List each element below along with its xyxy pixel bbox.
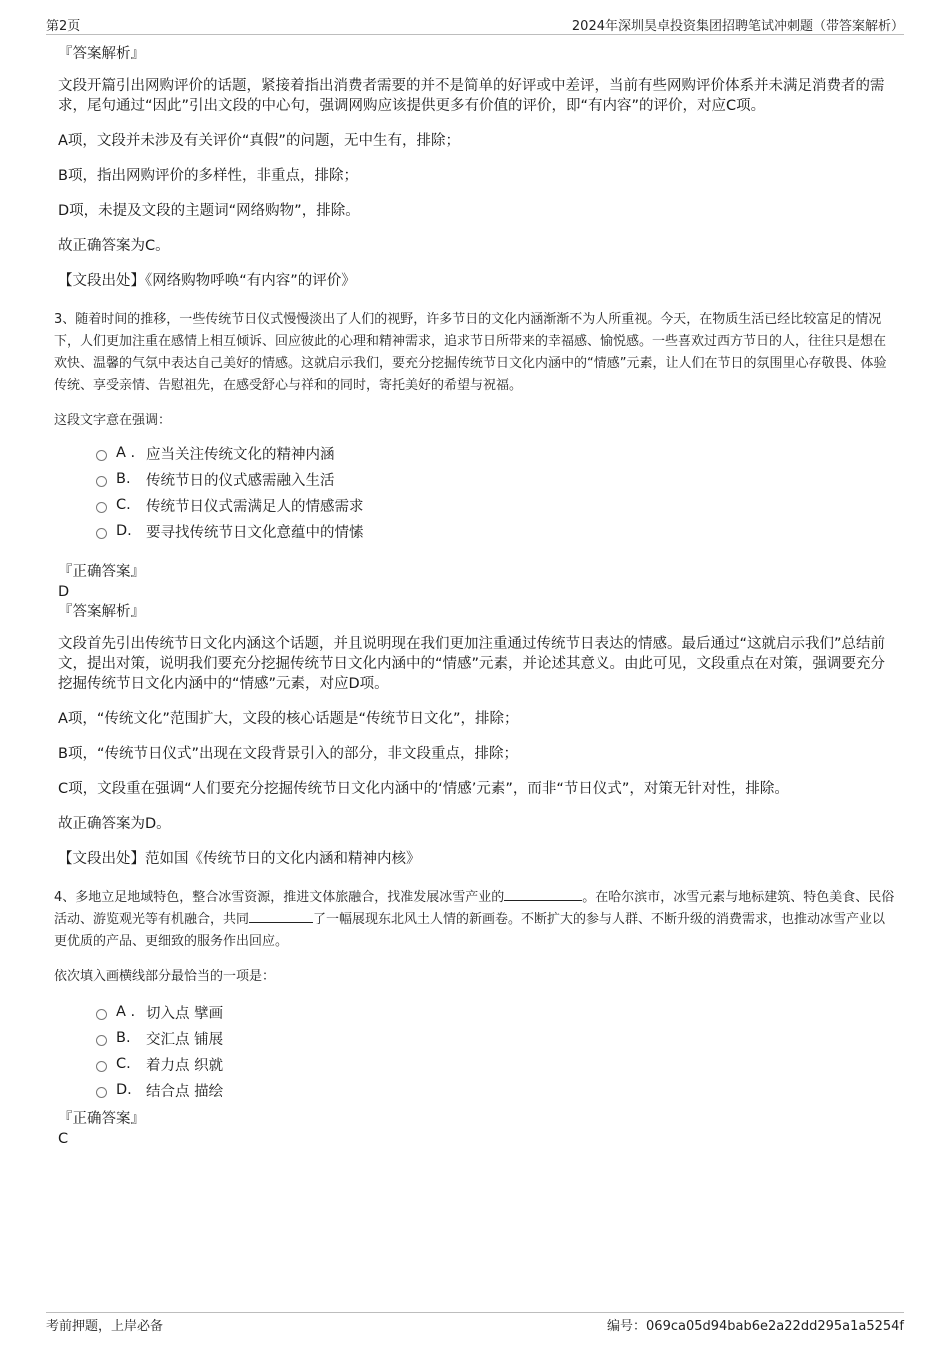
- footer-slogan: 考前押题，上岸必备: [46, 1319, 164, 1334]
- option-text: 结合点 描绘: [146, 1083, 224, 1100]
- analysis-conclusion: 故正确答案为D。: [58, 816, 171, 832]
- question-4-text: [54, 887, 898, 953]
- option-letter: B.: [116, 471, 131, 487]
- option-text: 着力点 织就: [146, 1057, 224, 1074]
- question-4-options: [58, 999, 898, 1103]
- radio-button-icon[interactable]: [96, 502, 107, 513]
- option-text: 要寻找传统节日文化意蕴中的情愫: [146, 524, 364, 541]
- analysis-label: 『答案解析』: [58, 604, 145, 620]
- option-letter: D.: [116, 1082, 132, 1098]
- fill-blank-2: [249, 910, 313, 923]
- page-header: [46, 14, 904, 35]
- correct-answer-label: 『正确答案』: [58, 1111, 145, 1127]
- option-b[interactable]: [58, 466, 898, 492]
- option-text: 交汇点 铺展: [146, 1031, 224, 1048]
- option-letter: D.: [116, 523, 132, 539]
- option-text: 传统节日仪式需满足人的情感需求: [146, 498, 364, 515]
- option-letter: A .: [116, 1004, 136, 1020]
- option-c[interactable]: [58, 492, 898, 518]
- radio-button-icon[interactable]: [96, 1035, 107, 1046]
- radio-button-icon[interactable]: [96, 1061, 107, 1072]
- analysis-label: 『答案解析』: [58, 46, 145, 62]
- correct-answer: C: [58, 1131, 69, 1147]
- question-4-text-part2: 。在哈尔滨市，冰雪元素与地标建筑、特色美食、民俗活动、游览观光等有机融合，共同: [54, 890, 895, 927]
- radio-button-icon[interactable]: [96, 450, 107, 461]
- question-3-text: 3、随着时间的推移，一些传统节日仪式慢慢淡出了人们的视野，许多节日的文化内涵渐渐不为人所重视。今天，在物质生活已经比较富足的情况下，人们更加注重在感情上相互倾诉、回应彼此的心理和精神需求，追求节日所带来的幸福感、愉悦感。一些喜欢过西方节日的人，往往只是想在欢快、温馨的气氛中表达自己美好的情感。这就启示我们，要充分挖掘传统节日文化内涵中的“情感”元素，让人们在节日的氛围里心存敬畏、体验传统、享受亲情、告慰祖先，在感受舒心与祥和的同时，寄托美好的希望与祝福。: [54, 312, 887, 393]
- analysis-option-a: A项，文段并未涉及有关评价“真假”的问题，无中生有，排除；: [58, 133, 460, 149]
- radio-button-icon[interactable]: [96, 1009, 107, 1020]
- option-letter: C.: [116, 1056, 131, 1072]
- page-number: 第2页: [46, 19, 81, 34]
- radio-button-icon[interactable]: [96, 476, 107, 487]
- option-text: 应当关注传统文化的精神内涵: [146, 446, 335, 463]
- page-content: [54, 44, 898, 1149]
- option-a[interactable]: [58, 440, 898, 466]
- option-d[interactable]: [58, 1077, 898, 1103]
- analysis-text: 文段开篇引出网购评价的话题，紧接着指出消费者需要的并不是简单的好评或中差评，当前有些网购评价体系并未满足消费者的需求，尾句通过“因此”引出文段的中心句，强调网购应该提供更多有价值的评价，即“有内容”的评价，对应C项。: [58, 78, 885, 114]
- option-text: 传统节日的仪式感需融入生活: [146, 472, 335, 489]
- question-3-options: [58, 440, 898, 544]
- passage-source: 【文段出处】《网络购物呼唤“有内容”的评价》: [58, 273, 356, 289]
- document-title: 2024年深圳昊卓投资集团招聘笔试冲刺题（带答案解析）: [571, 19, 904, 34]
- option-letter: A .: [116, 445, 136, 461]
- question-4-text-part3: 了一幅展现东北风土人情的新画卷。不断扩大的参与人群、不断升级的消费需求，也推动冰雪产业以更优质的产品、更细致的服务作出回应。: [54, 912, 886, 949]
- option-letter: C.: [116, 497, 131, 513]
- option-letter: B.: [116, 1030, 131, 1046]
- option-d[interactable]: [58, 518, 898, 544]
- radio-button-icon[interactable]: [96, 528, 107, 539]
- correct-answer-label: 『正确答案』: [58, 564, 145, 580]
- page-footer: [46, 1312, 904, 1335]
- option-b[interactable]: [58, 1025, 898, 1051]
- passage-source: 【文段出处】范如国《传统节日的文化内涵和精神内核》: [58, 851, 421, 867]
- analysis-conclusion: 故正确答案为C。: [58, 238, 170, 254]
- correct-answer: D: [58, 584, 70, 600]
- analysis-option-b: B项，指出网购评价的多样性，非重点，排除；: [58, 168, 358, 184]
- option-text: 切入点 擘画: [146, 1005, 224, 1022]
- analysis-option-c: C项，文段重在强调“人们要充分挖掘传统节日文化内涵中的‘情感’元素”，而非“节日仪式”，对策无针对性，排除。: [58, 781, 789, 797]
- fill-blank-1: [504, 888, 582, 901]
- analysis-text: 文段首先引出传统节日文化内涵这个话题，并且说明现在我们更加注重通过传统节日表达的情感。最后通过“这就启示我们”总结前文，提出对策，说明我们要充分挖掘传统节日文化内涵中的“情感”元素，并论述其意义。由此可见，文段重点在对策，强调要充分挖掘传统节日文化内涵中的“情感”元素，对应D项。: [58, 636, 886, 692]
- option-a[interactable]: [58, 999, 898, 1025]
- analysis-option-d: D项，未提及文段的主题词“网络购物”，排除。: [58, 203, 360, 219]
- radio-button-icon[interactable]: [96, 1087, 107, 1098]
- option-c[interactable]: [58, 1051, 898, 1077]
- analysis-option-b: B项，“传统节日仪式”出现在文段背景引入的部分，非文段重点，排除；: [58, 746, 518, 762]
- question-4-text-part1: 4、多地立足地域特色，整合冰雪资源，推进文体旅融合，找准发展冰雪产业的: [54, 890, 505, 905]
- question-4-prompt: 依次填入画横线部分最恰当的一项是：: [54, 969, 276, 984]
- analysis-option-a: A项，“传统文化”范围扩大，文段的核心话题是“传统节日文化”，排除；: [58, 711, 519, 727]
- document-id: 编号：069ca05d94bab6e2a22dd295a1a5254f: [607, 1319, 904, 1334]
- question-3-prompt: 这段文字意在强调：: [54, 413, 172, 428]
